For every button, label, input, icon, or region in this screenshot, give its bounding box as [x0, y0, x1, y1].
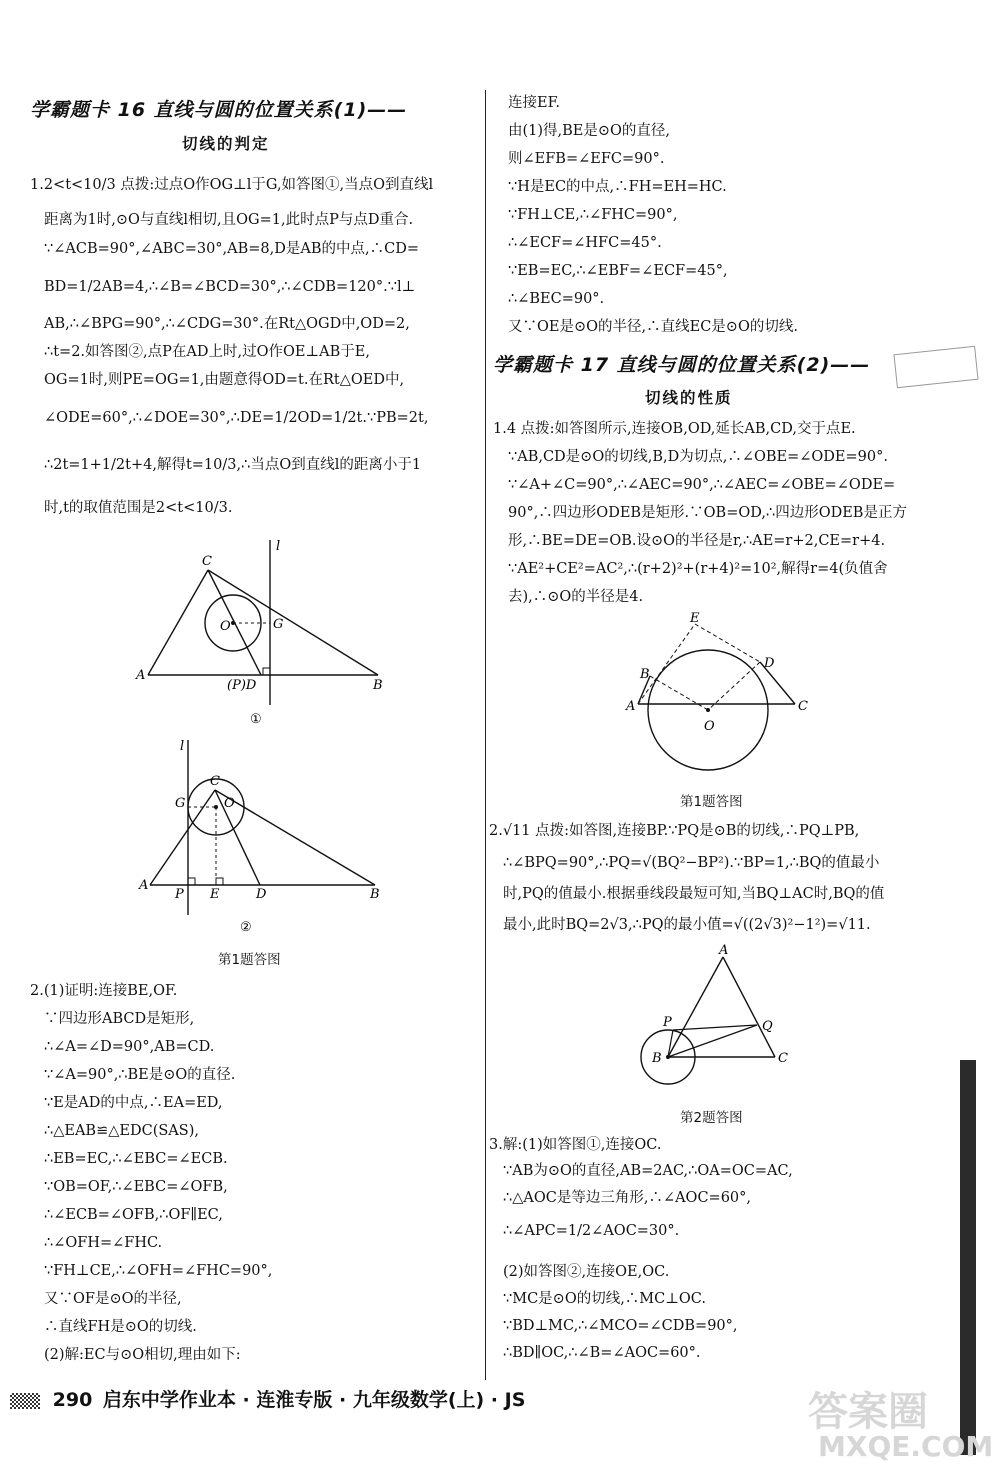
text-line: ∵∠A=90°,∴BE是⊙O的直径. — [44, 1067, 236, 1083]
watermark-url: MXQE.COM — [818, 1430, 994, 1463]
text-line: 由(1)得,BE是⊙O的直径, — [508, 123, 671, 139]
text-line: ∵AB为⊙O的直径,AB=2AC,∴OA=OC=AC, — [503, 1163, 793, 1179]
column-divider — [485, 90, 486, 1380]
section-heading-17: 学霸题卡 17 直线与圆的位置关系(2)—— — [493, 354, 871, 376]
text-line: ∴△AOC是等边三角形,∴∠AOC=60°, — [503, 1190, 752, 1206]
text-line: 又∵OE是⊙O的半径,∴直线EC是⊙O的切线. — [508, 319, 798, 335]
figure-3 — [620, 612, 820, 787]
text-line: 连接EF. — [508, 95, 560, 111]
checker-pattern-icon — [10, 1393, 40, 1409]
text-line: ∴直线FH是⊙O的切线. — [44, 1319, 197, 1335]
text-line: ∵AB,CD是⊙O的切线,B,D为切点,∴∠OBE=∠ODE=90°. — [508, 449, 888, 465]
fig2-label-b: B — [370, 887, 380, 902]
text-line: ∴EB=EC,∴∠EBC=∠ECB. — [44, 1151, 228, 1167]
page-number: 290 — [52, 1389, 93, 1411]
text-line: ∵MC是⊙O的切线,∴MC⊥OC. — [503, 1291, 706, 1307]
text-line: AB,∴∠BPG=90°,∴∠CDG=30°.在Rt△OGD中,OD=2, — [44, 316, 410, 332]
book-title: 启东中学作业本 · 连淮专版 · 九年级数学(上) · JS — [102, 1389, 526, 1411]
fig2-label-p: P — [175, 887, 184, 902]
text-line: ∵H是EC的中点,∴FH=EH=HC. — [508, 179, 727, 195]
text-line: ∴t=2.如答图②,点P在AD上时,过O作OE⊥AB于E, — [44, 344, 370, 360]
fig4-label-p: P — [663, 1015, 672, 1030]
fig1-label-c: C — [202, 554, 212, 569]
text-line: ∴∠APC=1/2∠AOC=30°. — [503, 1223, 680, 1239]
fig1-label-g: G — [273, 617, 284, 632]
fig2-label-e: E — [210, 887, 220, 902]
fig4-label-a: A — [719, 943, 729, 958]
text-line: 最小,此时BQ=2√3,∴PQ的最小值=√((2√3)²−1²)=√11. — [503, 917, 871, 933]
text-line: BD=1/2AB=4,∴∠B=∠BCD=30°,∴∠CDB=120°.∵l⊥ — [44, 279, 416, 295]
text-line: ∴∠OFH=∠FHC. — [44, 1235, 163, 1251]
text-line: ∵EB=EC,∴∠EBF=∠ECF=45°, — [508, 263, 728, 279]
fig1-label-o: O — [220, 619, 231, 634]
page-footer — [10, 1385, 525, 1412]
text-line: 时,t的取值范围是2<t<10/3. — [44, 500, 233, 516]
text-line: ∴∠A=∠D=90°,AB=CD. — [44, 1039, 215, 1055]
fig3-label-c: C — [798, 699, 808, 714]
fig2-label-a: A — [139, 878, 149, 893]
text-line: ∴∠ECB=∠OFB,∴OF∥EC, — [44, 1207, 223, 1223]
text-line: ∴∠BPQ=90°,∴PQ=√(BQ²−BP²).∵BP=1,∴BQ的值最小 — [503, 855, 880, 871]
fig3-label-a: A — [626, 699, 636, 714]
text-line: ∠ODE=60°,∴∠DOE=30°,∴DE=1/2OD=1/2t.∵PB=2t, — [44, 410, 429, 426]
section-heading-16: 学霸题卡 16 直线与圆的位置关系(1)—— — [30, 99, 408, 121]
fig2-caption: ② — [240, 920, 252, 935]
section-subheading-16: 切线的判定 — [182, 135, 270, 153]
fig3-label-b: B — [640, 667, 650, 682]
text-line: ∵E是AD的中点,∴EA=ED, — [44, 1095, 223, 1111]
fig1-caption: ① — [250, 712, 262, 727]
fig2-label-g: G — [175, 796, 186, 811]
text-line: (2)解:EC与⊙O相切,理由如下: — [44, 1347, 241, 1363]
fig1-label-a: A — [136, 668, 146, 683]
fig2-label-d: D — [256, 887, 267, 902]
text-line: 又∵OF是⊙O的半径, — [44, 1291, 182, 1307]
section-subheading-17: 切线的性质 — [645, 389, 733, 407]
fig2-label-l: l — [180, 739, 185, 754]
text-line: 去),∴⊙O的半径是4. — [508, 589, 644, 605]
text-line: ∵FH⊥CE,∴∠OFH=∠FHC=90°, — [44, 1263, 273, 1279]
fig3-label-e: E — [690, 611, 700, 626]
text-line: (2)如答图②,连接OE,OC. — [503, 1264, 670, 1280]
text-line: 1.4 点拨:如答图所示,连接OB,OD,延长AB,CD,交于点E. — [493, 421, 856, 437]
text-line: ∵∠ACB=90°,∠ABC=30°,AB=8,D是AB的中点,∴CD= — [44, 241, 419, 257]
text-line: 1.2<t<10/3 点拨:过点O作OG⊥l于G,如答图①,当点O到直线l — [30, 177, 434, 193]
text-line: ∵四边形ABCD是矩形, — [44, 1011, 195, 1027]
figure-4 — [635, 942, 805, 1082]
text-line: OG=1时,则PE=OG=1,由题意得OD=t.在Rt△OED中, — [44, 372, 405, 388]
fig3-label-o: O — [704, 719, 715, 734]
fig4-label-c: C — [778, 1051, 788, 1066]
fig1-label-b: B — [373, 678, 383, 693]
fig2-label-o: O — [224, 796, 235, 811]
stamp-mark — [893, 346, 978, 388]
text-line: ∴BD∥OC,∴∠B=∠AOC=60°. — [503, 1345, 701, 1361]
text-line: ∴∠ECF=∠HFC=45°. — [508, 235, 662, 251]
text-line: ∵FH⊥CE,∴∠FHC=90°, — [508, 207, 678, 223]
fig3-label-d: D — [764, 656, 775, 671]
fig1-label-l: l — [276, 539, 281, 554]
text-line: 时,PQ的值最小.根据垂线段最短可知,当BQ⊥AC时,BQ的值 — [503, 886, 885, 902]
fig2-label-c: C — [210, 774, 220, 789]
fig1-answer-caption: 第1题答图 — [218, 952, 281, 968]
text-line: 90°,∴四边形ODEB是矩形.∵OB=OD,∴四边形ODEB是正方 — [508, 505, 907, 521]
text-line: ∴2t=1+1/2t+4,解得t=10/3,∴当点O到直线l的距离小于1 — [44, 457, 422, 473]
text-line: 3.解:(1)如答图①,连接OC. — [489, 1137, 662, 1153]
figure-2 — [135, 735, 385, 935]
text-line: 2.√11 点拨:如答图,连接BP.∵PQ是⊙B的切线,∴PQ⊥PB, — [489, 823, 860, 839]
text-line: 则∠EFB=∠EFC=90°. — [508, 151, 665, 167]
fig4-answer-caption: 第2题答图 — [680, 1110, 743, 1126]
text-line: ∴∠BEC=90°. — [508, 291, 605, 307]
text-line: 距离为1时,⊙O与直线l相切,且OG=1,此时点P与点D重合. — [44, 212, 414, 228]
text-line: ∵BD⊥MC,∴∠MCO=∠CDB=90°, — [503, 1318, 738, 1334]
scan-edge-bar — [960, 1060, 976, 1455]
text-line: ∵∠A+∠C=90°,∴∠AEC=90°,∴∠AEC=∠OBE=∠ODE= — [508, 477, 896, 493]
fig4-label-b: B — [652, 1051, 662, 1066]
fig1-label-pd: (P)D — [227, 678, 257, 693]
text-line: ∴△EAB≌△EDC(SAS), — [44, 1123, 199, 1139]
text-line: ∵AE²+CE²=AC²,∴(r+2)²+(r+4)²=10²,解得r=4(负值舍 — [508, 561, 888, 577]
fig3-answer-caption: 第1题答图 — [680, 794, 743, 810]
figure-1 — [130, 535, 390, 735]
text-line: 2.(1)证明:连接BE,OF. — [30, 983, 178, 999]
text-line: ∵OB=OF,∴∠EBC=∠OFB, — [44, 1179, 228, 1195]
watermark-logo: 答案圈 — [808, 1389, 928, 1435]
text-line: 形,∴BE=DE=OB.设⊙O的半径是r,∴AE=r+2,CE=r+4. — [508, 533, 886, 549]
fig4-label-q: Q — [762, 1019, 773, 1034]
